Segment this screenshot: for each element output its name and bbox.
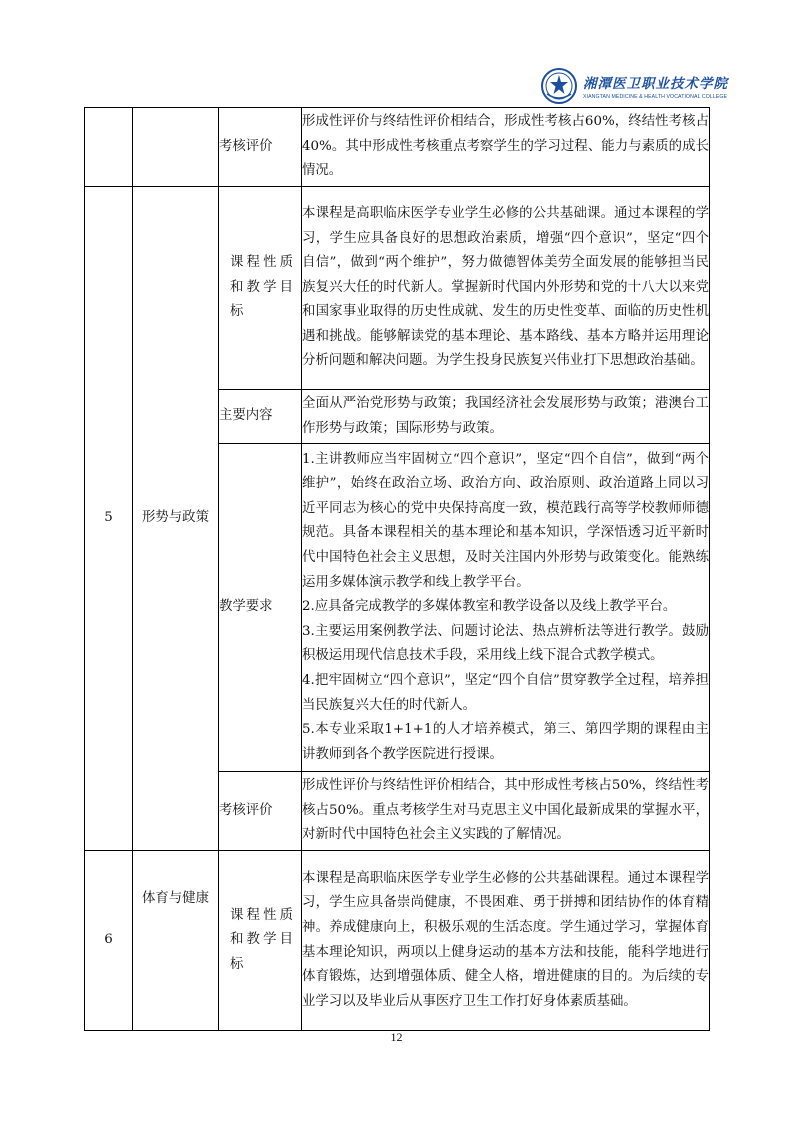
- table-row: [85, 851, 710, 1031]
- objective-label-line: 和教学目: [230, 279, 293, 295]
- empty-cell: [85, 108, 133, 187]
- course-name: 体育与健康: [133, 851, 219, 1031]
- teaching-requirements: [302, 444, 710, 772]
- empty-cell: [133, 108, 219, 187]
- college-emblem-icon: [541, 68, 577, 104]
- curriculum-table: [84, 107, 710, 1031]
- assess-label: 考核评价: [219, 772, 302, 851]
- content-text: 全面从严治党形势与政策；我国经济社会发展形势与政策；港澳台工作形势与政策；国际形势与政策。: [302, 390, 710, 444]
- objective-label: [219, 851, 302, 1031]
- assess-label: 考核评价: [219, 108, 302, 187]
- assess-text: 形成性评价与终结性评价相结合，其中形成性考核占50%，终结性考核占50%。重点考核学生对马克思主义中国化最新成果的掌握水平，对新时代中国特色社会主义实践的了解情况。: [302, 772, 710, 851]
- objective-text: 本课程是高职临床医学专业学生必修的公共基础课程。通过本课程学习，学生应具备崇尚健康，不畏困难、勇于拼搏和团结协作的体育精神。养成健康向上，积极乐观的生活态度。学生通过学习，掌握体育基本理论知识，两项以上健身运动的基本方法和技能，能科学地进行体育锻炼，达到增强体质、健全人格，增进健康的目的。为后续的专业学习以及毕业后从事医疗卫生工作打好身体素质基础。: [302, 851, 710, 1031]
- course-number: 5: [85, 187, 133, 851]
- logo-chinese-name: 湘潭医卫职业技术学院: [583, 76, 728, 92]
- objective-label-line: 和教学目: [230, 932, 293, 948]
- teaching-item: 3.主要运用案例教学法、问题讨论法、热点辨析法等进行教学。鼓励积极运用现代信息技术手段，采用线上线下混合式教学模式。: [302, 623, 709, 664]
- objective-text: 本课程是高职临床医学专业学生必修的公共基础课。通过本课程的学习，学生应具备良好的思想政治素质，增强“四个意识”，坚定“四个自信”，做到“两个维护”，努力做德智体美劳全面发展的能够担当民族复兴大任的时代新人。掌握新时代国内外形势和党的十八大以来党和国家事业取得的历史性成就、发生的历史性变革、面临的历史性机遇和挑战。能够解读党的基本理论、基本路线、基本方略并运用理论分析问题和解决问题。为学生投身民族复兴伟业打下思想政治基础。: [302, 187, 710, 390]
- assess-text: 形成性评价与终结性评价相结合，形成性考核占60%，终结性考核占40%。其中形成性考核重点考察学生的学习过程、能力与素质的成长情况。: [302, 108, 710, 187]
- objective-label-line: 课程性质: [230, 907, 293, 923]
- teaching-item: 4.把牢固树立“四个意识”，坚定“四个自信”贯穿教学全过程，培养担当民族复兴大任的时代新人。: [302, 672, 709, 713]
- content-label: 主要内容: [219, 390, 302, 444]
- teaching-item: 2.应具备完成教学的多媒体教室和教学设备以及线上教学平台。: [302, 599, 677, 615]
- table-row: [85, 108, 710, 187]
- teaching-item: 5.本专业采取1+1+1的人才培养模式，第三、第四学期的课程由主讲教师到各个教学医院进行授课。: [302, 722, 709, 762]
- objective-label: [219, 187, 302, 390]
- teaching-label: 教学要求: [219, 444, 302, 772]
- logo-english-name: XIANGTAN MEDICINE & HEALTH VOCATIONAL COLLEGE: [583, 94, 728, 100]
- course-number: 6: [85, 851, 133, 1031]
- page-number: 12: [390, 1030, 403, 1044]
- college-logo: [541, 66, 731, 106]
- teaching-item: 1.主讲教师应当牢固树立“四个意识”，坚定“四个自信”，做到“两个维护”，始终在政治立场、政治方向、政治原则、政治道路上同以习近平同志为核心的党中央保持高度一致，模范践行高等学校教师师德规范。具备本课程相关的基本理论和基本知识，学深悟透习近平新时代中国特色社会主义思想，及时关注国内外形势与政策变化。能熟练运用多媒体演示教学和线上教学平台。: [302, 451, 709, 590]
- table-row: [85, 187, 710, 390]
- objective-label-line: 标: [230, 956, 244, 972]
- objective-label-line: 标: [230, 304, 244, 320]
- course-name: 形势与政策: [133, 187, 219, 851]
- objective-label-line: 课程性质: [230, 255, 293, 271]
